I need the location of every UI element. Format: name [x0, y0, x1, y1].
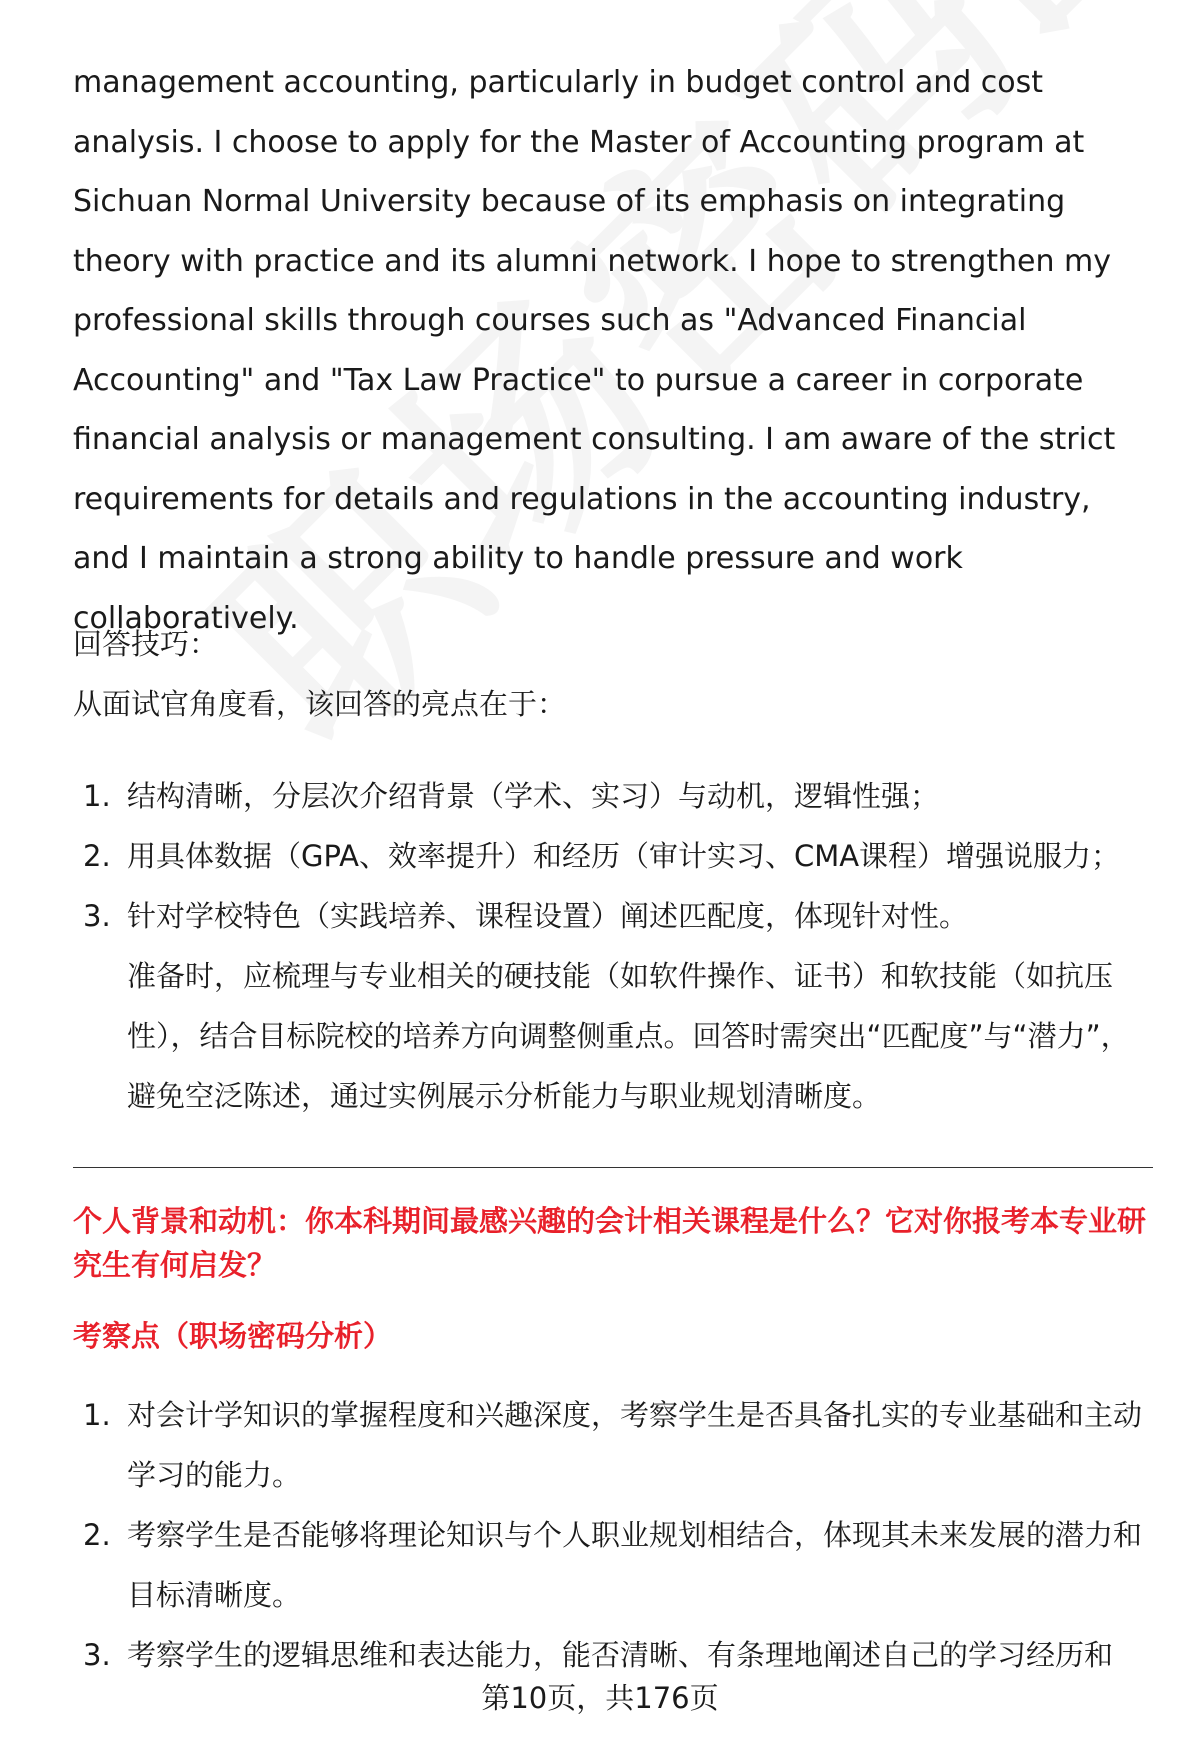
answer-tips-intro: 从面试官角度看，该回答的亮点在于：	[73, 687, 567, 721]
list-item-text: 对会计学知识的掌握程度和兴趣深度，考察学生是否具备扎实的专业基础和主动学习的能力。	[127, 1398, 1143, 1492]
answer-tips-heading: 回答技巧：	[73, 627, 219, 661]
list-item-number: 3.	[83, 1638, 111, 1672]
list-item	[73, 1505, 1148, 1625]
list-item-text: 考察学生的逻辑思维和表达能力，能否清晰、有条理地阐述自己的学习经历和	[127, 1638, 1114, 1672]
preparation-advice-paragraph: 准备时，应梳理与专业相关的硬技能（如软件操作、证书）和软技能（如抗压性），结合目标院校的培养方向调整侧重点。回答时需突出“匹配度”与“潜力”，避免空泛陈述，通过实例展示分析能力与职业规划清晰度。	[127, 959, 1130, 1113]
assessment-points-list	[73, 1385, 1148, 1685]
list-item-number: 1.	[83, 779, 111, 813]
list-item	[73, 886, 1148, 946]
page-number-footer: 第10页，共176页	[481, 1681, 719, 1715]
list-item-number: 3.	[83, 899, 111, 933]
list-item-text: 考察学生是否能够将理论知识与个人职业规划相结合，体现其未来发展的潜力和目标清晰度。	[127, 1518, 1143, 1612]
answer-tips-list	[73, 766, 1148, 946]
list-item-text: 针对学校特色（实践培养、课程设置）阐述匹配度，体现针对性。	[127, 899, 969, 933]
english-answer-paragraph: management accounting, particularly in budget control and cost analysis. I choose to apply for the Master of Accounting program at Sichuan Normal University because of its emphasis on integrating theory with practice and its alumni network. I hope to strengthen my professional skills through courses such as "Advanced Financial Accounting" and "Tax Law Practice" to pursue a career in corporate financial analysis or management consulting. I am aware of the strict requirements for details and regulations in the accounting industry, and I maintain a strong ability to handle pressure and work collaboratively.	[73, 65, 1116, 636]
list-item-number: 2.	[83, 839, 111, 873]
list-item-number: 2.	[83, 1518, 111, 1552]
list-item	[73, 1385, 1148, 1505]
list-item-text: 结构清晰，分层次介绍背景（学术、实习）与动机，逻辑性强；	[127, 779, 940, 813]
question-heading: 个人背景和动机：你本科期间最感兴趣的会计相关课程是什么？它对你报考本专业研究生有何启发？	[73, 1204, 1147, 1282]
assessment-points-heading: 考察点（职场密码分析）	[73, 1319, 393, 1353]
list-item	[73, 826, 1148, 886]
section-divider	[73, 1167, 1153, 1168]
list-item-text: 用具体数据（GPA、效率提升）和经历（审计实习、CMA课程）增强说服力；	[127, 839, 1121, 873]
list-item	[73, 766, 1148, 826]
list-item	[73, 1625, 1148, 1685]
list-item-number: 1.	[83, 1398, 111, 1432]
